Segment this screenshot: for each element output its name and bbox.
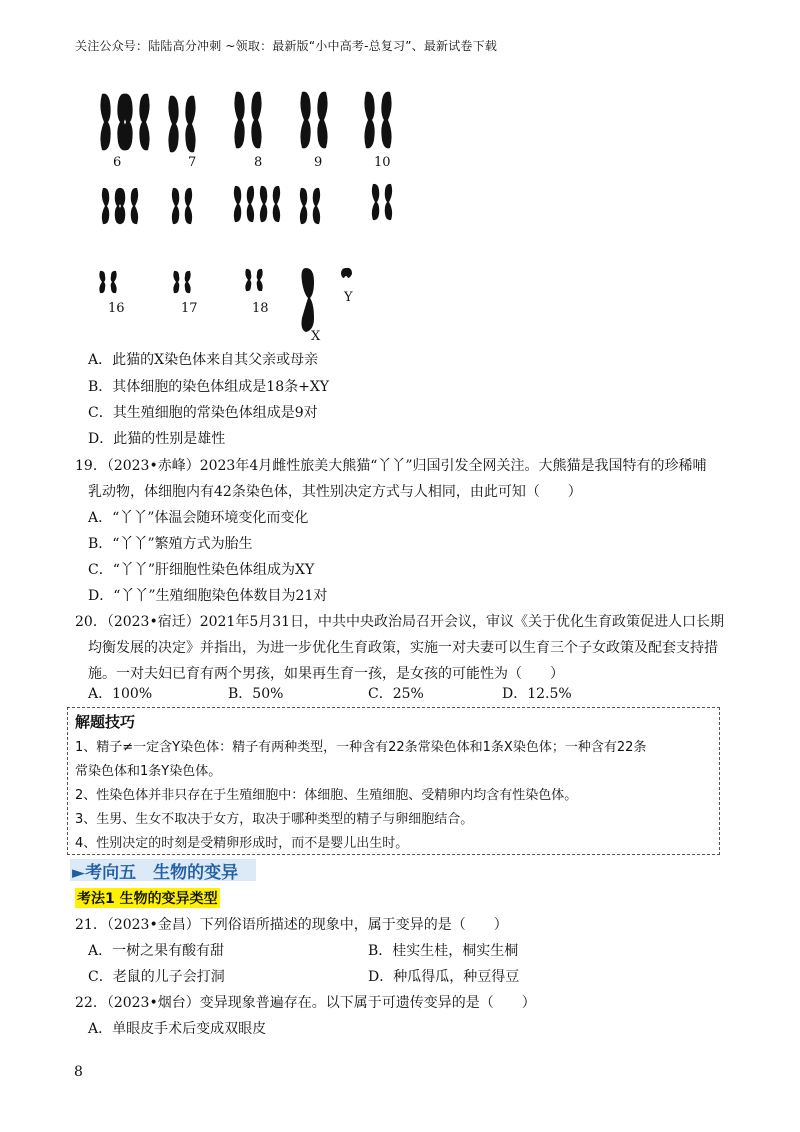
q20-option-c: C．25% <box>368 686 424 702</box>
tips-line-4: 3、生男、生女不取决于女方，取决于哪种类型的精子与卵细胞结合。 <box>75 812 474 827</box>
q19-option-d: D．“丫丫”生殖细胞染色体数目为21对 <box>88 588 328 604</box>
q20-option-a: A．100% <box>88 686 153 702</box>
tips-box <box>67 707 720 855</box>
karyotype-label-y: Y <box>344 290 353 305</box>
q20-stem-line1: 20．（2023•宿迁）2021年5月31日，中共中央政治局召开会议，审议《关于优化生育政策促进人口长期 <box>75 614 725 630</box>
chromosome-pair-7 <box>168 96 195 153</box>
q18-option-c: C．其生殖细胞的常染色体组成是9对 <box>88 405 318 421</box>
chromosome-pair-11 <box>102 188 138 224</box>
page-header: 关注公众号：陆陆高分冲刺 ~领取：最新版“小中高考-总复习”、最新试卷下载 <box>75 39 498 53</box>
karyotype-label-7: 7 <box>188 155 197 170</box>
chromosome-pair-10 <box>364 92 391 149</box>
karyotype-label-16: 16 <box>108 301 125 316</box>
chromosome-pair-17 <box>173 271 190 293</box>
q21-option-b: B．桂实生桂，桐实生桐 <box>368 943 519 959</box>
chromosome-pair-18 <box>245 269 262 291</box>
tips-title: 解题技巧 <box>75 713 136 731</box>
tips-line-5: 4、性别决定的时刻是受精卵形成时，而不是婴儿出生时。 <box>75 836 409 851</box>
karyotype-label-10: 10 <box>374 155 391 170</box>
chromosome-x <box>302 268 315 332</box>
page-number: 8 <box>74 1064 83 1080</box>
q22-stem: 22．（2023•烟台）变异现象普遍存在。以下属于可遗传变异的是（ ） <box>75 995 536 1011</box>
chromosome-pair-15 <box>372 184 392 220</box>
q20-stem-line2: 均衡发展的决定》并指出，为进一步优化生育政策，实施一对夫妻可以生育三个子女政策及配套支持措 <box>88 640 718 656</box>
tips-line-2: 常染色体和1条Y染色体。 <box>75 764 222 779</box>
karyotype-label-9: 9 <box>314 155 323 170</box>
q19-stem-line1: 19．（2023•赤峰）2023年4月雌性旅美大熊猫“丫丫”归国引发全网关注。大熊猫是我国特有的珍稀哺 <box>75 458 707 474</box>
karyotype-label-6: 6 <box>113 155 122 170</box>
karyotype-label-x: X <box>311 329 321 344</box>
method-label: 考法1 生物的变异类型 <box>75 888 220 908</box>
q22-option-a: A．单眼皮手术后变成双眼皮 <box>88 1021 267 1037</box>
chromosome-pair-6 <box>100 94 149 151</box>
chromosome-pair-9 <box>300 92 327 149</box>
chromosome-pair-16 <box>99 271 116 293</box>
karyotype-label-17: 17 <box>181 301 198 316</box>
q19-option-c: C．“丫丫”肝细胞性染色体组成为XY <box>88 562 315 578</box>
q20-option-b: B．50% <box>228 686 284 702</box>
q21-option-a: A．一树之果有酸有甜 <box>88 943 225 959</box>
karyotype-label-18: 18 <box>252 301 269 316</box>
q18-option-d: D．此猫的性别是雄性 <box>88 431 226 447</box>
karyotype-figure <box>78 82 438 352</box>
chromosome-pair-14 <box>300 188 320 224</box>
q18-option-b: B．其体细胞的染色体组成是18条+XY <box>88 379 330 395</box>
q21-option-c: C．老鼠的儿子会打洞 <box>88 969 225 985</box>
chromosome-y <box>341 268 352 278</box>
section-heading: ►考向五 生物的变异 <box>72 863 239 883</box>
karyotype-label-8: 8 <box>254 155 263 170</box>
tips-line-1: 1、精子≠一定含Y染色体：精子有两种类型，一种含有22条常染色体和1条X染色体；一种含有22条 <box>75 740 647 755</box>
q20-stem-line3: 施。一对夫妇已育有两个男孩，如果再生育一孩，是女孩的可能性为（ ） <box>88 666 564 682</box>
chromosome-pair-8 <box>234 92 261 149</box>
q19-option-b: B．“丫丫”繁殖方式为胎生 <box>88 536 253 552</box>
q20-option-d: D．12.5% <box>502 686 572 702</box>
chromosome-pair-12 <box>172 188 192 224</box>
q21-option-d: D．种瓜得瓜，种豆得豆 <box>368 969 520 985</box>
q21-stem: 21．（2023•金昌）下列俗语所描述的现象中，属于变异的是（ ） <box>75 917 508 933</box>
q18-option-a: A．此猫的X染色体来自其父亲或母亲 <box>88 352 319 368</box>
q19-stem-line2: 乳动物，体细胞内有42条染色体，其性别决定方式与人相同，由此可知（ ） <box>88 484 582 500</box>
tips-line-3: 2、性染色体并非只存在于生殖细胞中：体细胞、生殖细胞、受精卵内均含有性染色体。 <box>75 788 578 803</box>
chromosome-pair-13 <box>234 186 280 222</box>
q19-option-a: A．“丫丫”体温会随环境变化而变化 <box>88 510 309 526</box>
